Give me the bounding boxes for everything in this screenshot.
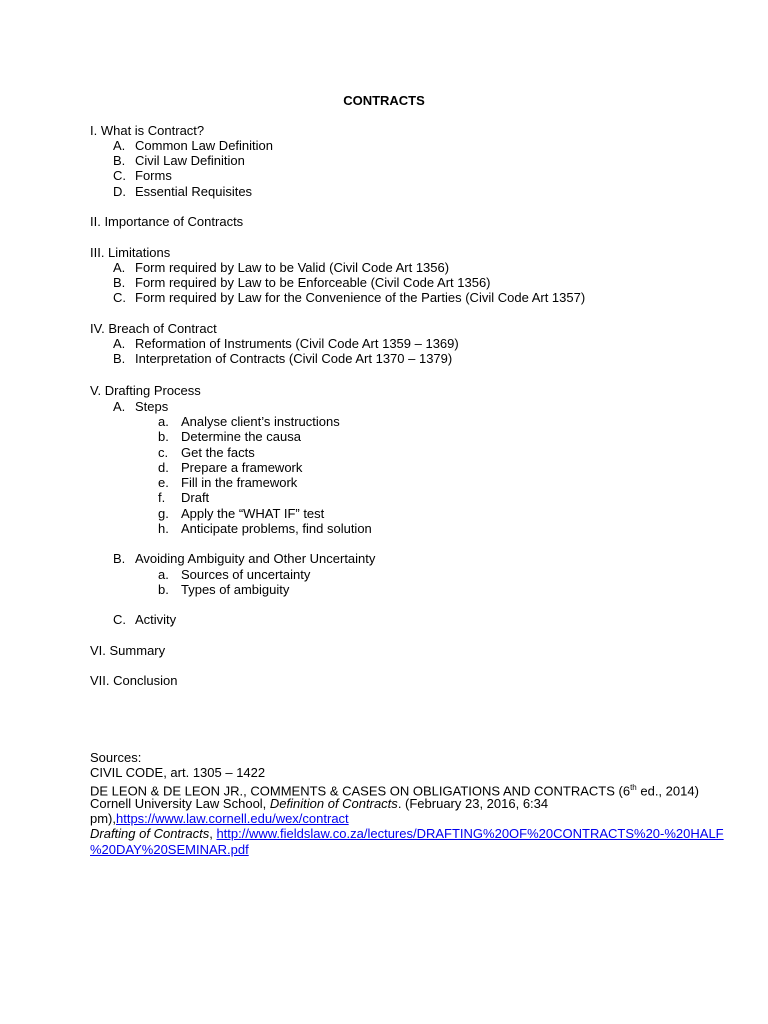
list-marker: A. (113, 336, 126, 351)
list-marker: A. (113, 138, 126, 153)
list-item: Interpretation of Contracts (Civil Code Art 1370 – 1379) (135, 351, 453, 366)
list-item: Avoiding Ambiguity and Other Uncertainty (135, 551, 376, 566)
list-item: Forms (135, 168, 172, 183)
list-item: Common Law Definition (135, 138, 274, 153)
source-cornell-date: . (February 23, 2016, 6:34 (397, 796, 549, 811)
section-heading: VII. Conclusion (90, 673, 178, 688)
sublist-marker: e. (158, 475, 169, 490)
list-marker: C. (113, 290, 126, 305)
list-item: Activity (135, 612, 177, 627)
sublist-item: Sources of uncertainty (181, 567, 311, 582)
section-heading: VI. Summary (90, 643, 166, 658)
sources-heading: Sources: (90, 750, 142, 765)
list-marker: C. (113, 612, 126, 627)
sublist-marker: a. (158, 567, 169, 582)
section-heading: I. What is Contract? (90, 123, 205, 138)
list-item: Civil Law Definition (135, 153, 245, 168)
sublist-item: Fill in the framework (181, 475, 298, 490)
source-cornell-title: Definition of Contracts (269, 796, 398, 811)
separator: , (209, 826, 217, 841)
source-drafting-line2 (90, 842, 249, 857)
list-item: Form required by Law for the Convenience of the Parties (Civil Code Art 1357) (135, 290, 586, 305)
list-marker: B. (113, 275, 126, 290)
list-marker: B. (113, 351, 126, 366)
source-civil-code: CIVIL CODE, art. 1305 – 1422 (90, 765, 266, 780)
section-heading: IV. Breach of Contract (90, 321, 217, 336)
source-drafting (90, 826, 724, 841)
sublist-item: Determine the causa (181, 429, 301, 444)
sublist-item: Draft (181, 490, 210, 505)
superscript: th (630, 783, 637, 792)
list-marker: A. (113, 399, 126, 414)
source-cornell-text: Cornell University Law School, (90, 796, 270, 811)
sublist-marker: d. (158, 460, 169, 475)
list-marker: D. (113, 184, 126, 199)
list-item: Essential Requisites (135, 184, 253, 199)
list-marker: B. (113, 153, 126, 168)
section-heading: II. Importance of Contracts (90, 214, 244, 229)
sublist-marker: b. (158, 582, 169, 597)
sublist-item: Prepare a framework (181, 460, 303, 475)
sublist-marker: g. (158, 506, 169, 521)
source-drafting-title: Drafting of Contracts (90, 826, 210, 841)
source-cornell-time: pm), (90, 811, 116, 826)
sublist-item: Anticipate problems, find solution (181, 521, 372, 536)
fieldslaw-link[interactable]: http://www.fieldslaw.co.za/lectures/DRAFTING%20OF%20CONTRACTS%20-%20HALF (216, 826, 724, 841)
list-item: Steps (135, 399, 169, 414)
section-heading: III. Limitations (90, 245, 171, 260)
source-cornell (90, 796, 548, 811)
list-marker: B. (113, 551, 126, 566)
sublist-marker: h. (158, 521, 169, 536)
source-cornell-line2 (90, 811, 349, 826)
sublist-item: Get the facts (181, 445, 255, 460)
section-heading: V. Drafting Process (90, 383, 201, 398)
list-marker: C. (113, 168, 126, 183)
list-marker: A. (113, 260, 126, 275)
sublist-item: Apply the “WHAT IF” test (181, 506, 325, 521)
sublist-marker: b. (158, 429, 169, 444)
list-item: Form required by Law to be Enforceable (Civil Code Art 1356) (135, 275, 491, 290)
cornell-link[interactable]: https://www.law.cornell.edu/wex/contract (116, 811, 349, 826)
list-item: Form required by Law to be Valid (Civil Code Art 1356) (135, 260, 450, 275)
sublist-marker: f. (158, 490, 166, 505)
source-de-leon-edition: ed., 2014) (636, 783, 699, 799)
sublist-item: Types of ambiguity (181, 582, 290, 597)
list-item: Reformation of Instruments (Civil Code Art 1359 – 1369) (135, 336, 459, 351)
sublist-item: Analyse client’s instructions (181, 414, 340, 429)
document-title: CONTRACTS (343, 93, 425, 108)
fieldslaw-link-continued[interactable]: %20DAY%20SEMINAR.pdf (90, 842, 249, 857)
sublist-marker: c. (158, 445, 169, 460)
source-de-leon-text: DE LEON & DE LEON JR., COMMENTS & CASES ON OBLIGATIONS AND CONTRACTS (6 (90, 783, 631, 799)
sublist-marker: a. (158, 414, 169, 429)
